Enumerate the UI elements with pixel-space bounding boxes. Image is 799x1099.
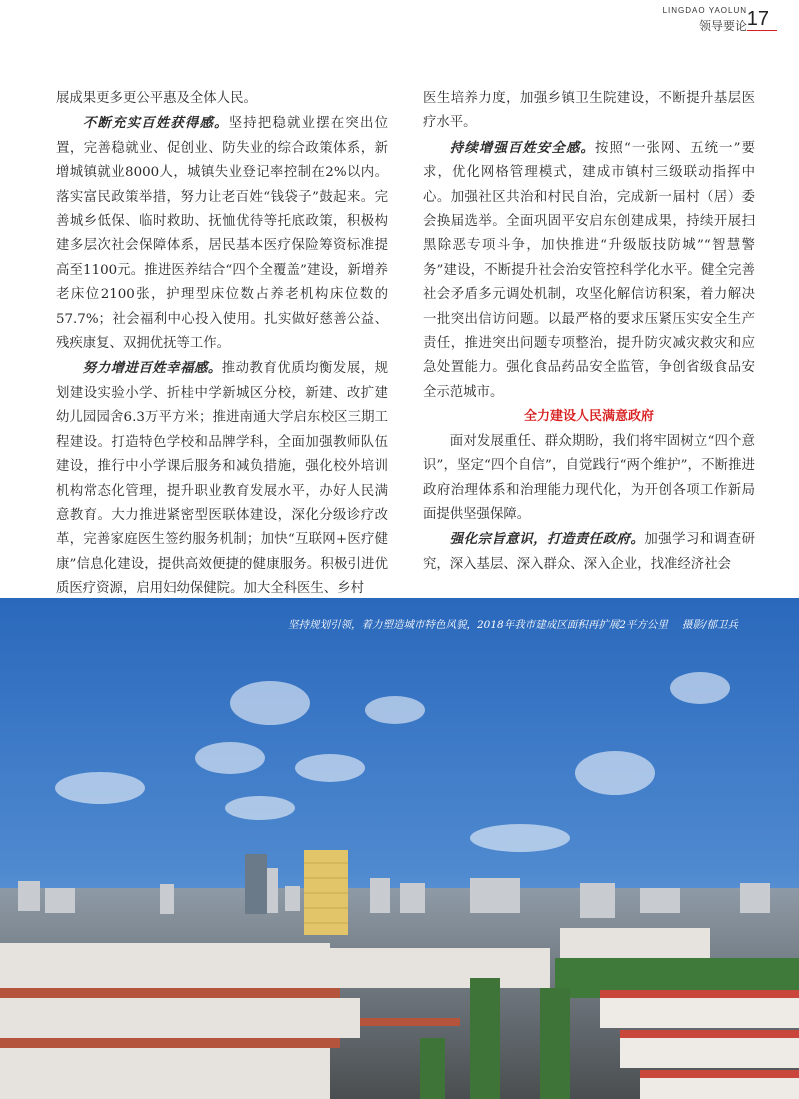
paragraph-lead: 强化宗旨意识，打造责任政府。 xyxy=(449,531,645,548)
paragraph-lead: 不断充实百姓获得感。 xyxy=(82,115,229,132)
photo-caption xyxy=(288,617,738,632)
paragraph-body: 按照“一张网、五统一”要求，优化网格管理模式，建成市镇村三级联动指挥中心。加强社区共治和村民自治，完成新一届村（居）委会换届选举。全面巩固平安启东创建成果，持续开展扫黑除恶专项斗争，加快推进“升级版技防城”“智慧警务”建设，不断提升社会治安管控科学化水平。健全完善社会矛盾多元调处机制，攻坚化解信访积案，着力解决一批突出信访问题。以最严格的要求压紧压实安全生产责任，推进突出问题专项整治，提升防灾减灾救灾和应急处置能力。强化食品药品安全监管，争创省级食品安全示范城市。 xyxy=(423,140,755,400)
paragraph-body: 加强学习和调查研究，深入基层、深入群众、深入企业，找准经济社会 xyxy=(423,532,756,572)
page-header xyxy=(663,6,747,34)
left-column xyxy=(56,87,388,602)
column-name-en: LINGDAO YAOLUN xyxy=(662,6,747,15)
column-name-cn: 领导要论 xyxy=(698,19,747,33)
caption-text: 坚持规划引领，着力塑造城市特色风貌，2018年我市建成区面积再扩展2平方公里 xyxy=(288,619,668,631)
paragraph-body: 坚持把稳就业摆在突出位置，完善稳就业、促创业、防失业的综合政策体系，新增城镇就业8000人，城镇失业登记率控制在2%以内。落实富民政策举措，努力让老百姓“钱袋子”鼓起来。完善城乡低保、临时救助、抚恤优待等托底政策，积极构建多层次社会保障体系，居民基本医疗保险筹资标准提高至1100元。推进医养结合“四个全覆盖”建设，新增养老床位2100张，护理型床位数占养老机构床位数的57.7%；社会福利中心投入使用。扎实做好慈善公益、残疾康复、双拥优抚等工作。 xyxy=(56,116,388,352)
paragraph: 展成果更多更公平惠及全体人民。 xyxy=(56,91,257,106)
paragraph xyxy=(56,111,388,356)
paragraph-lead: 努力增进百姓幸福感。 xyxy=(82,360,222,377)
paragraph-lead: 持续增强百姓安全感。 xyxy=(449,139,595,156)
header-accent-line xyxy=(747,30,777,31)
paragraph xyxy=(56,356,388,601)
right-column xyxy=(423,87,755,577)
paragraph xyxy=(423,527,755,577)
section-title: 全力建设人民满意政府 xyxy=(523,409,654,425)
photo-credit: 摄影/郁卫兵 xyxy=(681,619,738,631)
paragraph: 医生培养力度，加强乡镇卫生院建设，不断提升基层医疗水平。 xyxy=(423,91,755,131)
city-skyline-photo xyxy=(0,598,799,1099)
page-number: 17 xyxy=(746,8,769,30)
paragraph xyxy=(423,136,755,405)
paragraph-body: 推动教育优质均衡发展，规划建设实验小学、折桂中学新城区分校，新建、改扩建幼儿园园舍6.3万平方米；推进南通大学启东校区三期工程建设。打造特色学校和品牌学科，全面加强教师队伍建设，推行中小学课后服务和减负措施，强化校外培训机构常态化管理，提升职业教育发展水平，办好人民满意教育。大力推进紧密型医联体建设，深化分级诊疗改革，完善家庭医生签约服务机制；加快“互联网+医疗健康”信息化建设，提供高效便捷的健康服务。积极引进优质医疗资源，启用妇幼保健院。加大全科医生、乡村 xyxy=(56,361,389,597)
paragraph: 面对发展重任、群众期盼，我们将牢固树立“四个意识”，坚定“四个自信”，自觉践行“两个维护”，不断推进政府治理体系和治理能力现代化，为开创各项工作新局面提供坚强保障。 xyxy=(423,433,755,522)
